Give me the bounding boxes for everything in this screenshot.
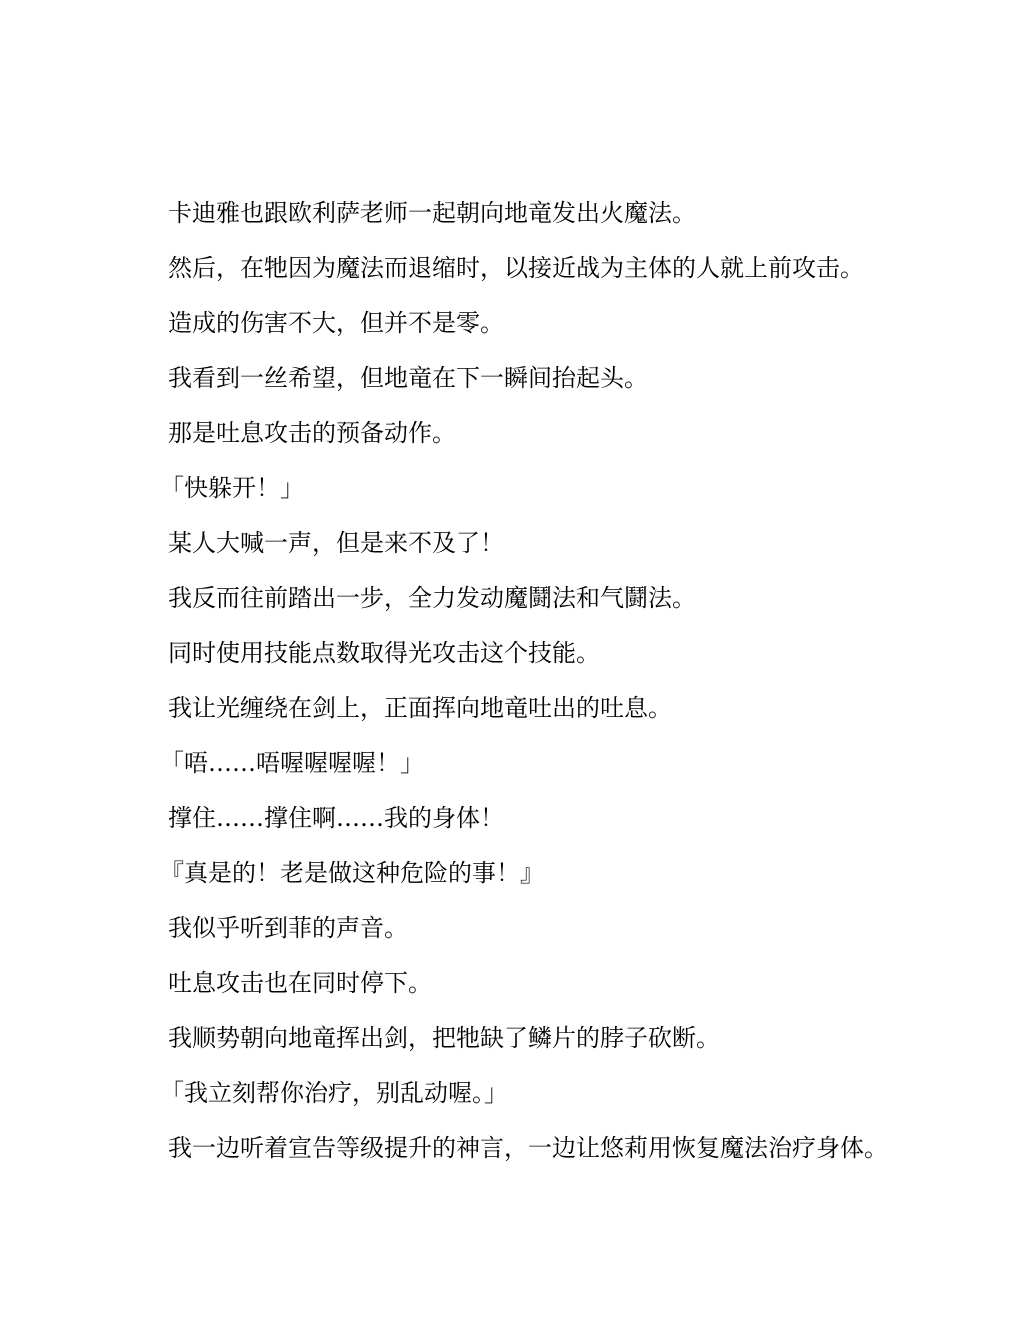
paragraph: 那是吐息攻击的预备动作。	[168, 419, 456, 447]
paragraph: 我顺势朝向地竜挥出剑，把牠缺了鳞片的脖子砍断。	[168, 1024, 720, 1052]
paragraph: 撑住……撑住啊……我的身体！	[168, 804, 504, 832]
dialogue-line: 「唔……唔喔喔喔喔！」	[160, 749, 424, 777]
paragraph: 某人大喊一声，但是来不及了！	[168, 529, 504, 557]
paragraph: 同时使用技能点数取得光攻击这个技能。	[168, 639, 600, 667]
dialogue-line: 「快躲开！」	[160, 474, 304, 502]
paragraph: 我似乎听到菲的声音。	[168, 914, 408, 942]
paragraph: 造成的伤害不大，但并不是零。	[168, 309, 504, 337]
dialogue-line: 『真是的！老是做这种危险的事！』	[160, 859, 544, 887]
dialogue-line: 「我立刻帮你治疗，别乱动喔。」	[160, 1079, 508, 1107]
paragraph: 我一边听着宣告等级提升的神言，一边让悠莉用恢复魔法治疗身体。	[168, 1134, 888, 1162]
paragraph: 卡迪雅也跟欧利萨老师一起朝向地竜发出火魔法。	[168, 199, 696, 227]
paragraph: 我反而往前踏出一步，全力发动魔鬪法和气鬪法。	[168, 584, 696, 612]
paragraph: 然后，在牠因为魔法而退缩时，以接近战为主体的人就上前攻击。	[168, 254, 864, 282]
paragraph: 我让光缠绕在剑上，正面挥向地竜吐出的吐息。	[168, 694, 672, 722]
paragraph: 我看到一丝希望，但地竜在下一瞬间抬起头。	[168, 364, 648, 392]
document-body	[120, 197, 900, 1187]
paragraph: 吐息攻击也在同时停下。	[168, 969, 432, 997]
